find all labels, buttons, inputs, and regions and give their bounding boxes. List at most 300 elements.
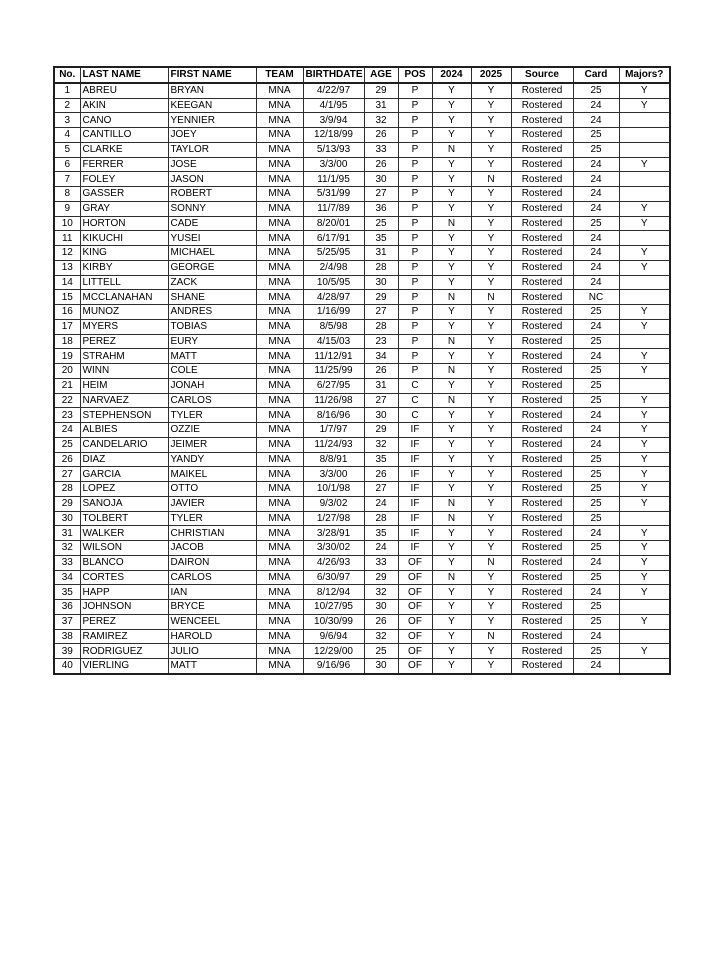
table-cell: 11/26/98 xyxy=(303,393,364,408)
table-cell: MNA xyxy=(256,319,303,334)
table-cell: SANOJA xyxy=(80,496,168,511)
table-cell: NC xyxy=(573,290,619,305)
table-cell: 28 xyxy=(364,319,398,334)
table-cell: BRYCE xyxy=(168,600,256,615)
table-cell xyxy=(619,128,670,143)
table-cell: CARLOS xyxy=(168,570,256,585)
table-cell: MNA xyxy=(256,393,303,408)
table-cell: ABREU xyxy=(80,83,168,98)
table-cell: 25 xyxy=(573,334,619,349)
table-cell: 8/8/91 xyxy=(303,452,364,467)
table-cell: Y xyxy=(432,423,471,438)
table-cell: 30 xyxy=(364,408,398,423)
table-row xyxy=(54,496,670,511)
table-cell: 25 xyxy=(573,467,619,482)
column-header-majors: Majors? xyxy=(619,67,670,83)
table-cell: 8/12/94 xyxy=(303,585,364,600)
table-cell: P xyxy=(398,319,432,334)
table-cell: P xyxy=(398,260,432,275)
table-cell: 4/28/97 xyxy=(303,290,364,305)
table-cell: 30 xyxy=(364,600,398,615)
table-cell: OF xyxy=(398,600,432,615)
table-row xyxy=(54,482,670,497)
table-cell: N xyxy=(432,496,471,511)
table-cell: Y xyxy=(471,600,511,615)
table-cell: Y xyxy=(619,437,670,452)
table-cell: MNA xyxy=(256,482,303,497)
table-cell: P xyxy=(398,83,432,98)
table-cell: P xyxy=(398,349,432,364)
table-cell: Y xyxy=(619,541,670,556)
table-cell: 24 xyxy=(573,585,619,600)
table-cell: 30 xyxy=(364,172,398,187)
table-cell: JAVIER xyxy=(168,496,256,511)
column-header-no: No. xyxy=(54,67,80,83)
table-row xyxy=(54,437,670,452)
table-row xyxy=(54,142,670,157)
table-cell: Y xyxy=(432,113,471,128)
table-cell: 6 xyxy=(54,157,80,172)
table-cell: 8 xyxy=(54,187,80,202)
table-cell: YENNIER xyxy=(168,113,256,128)
table-cell: Y xyxy=(471,437,511,452)
table-cell: P xyxy=(398,187,432,202)
table-cell: 24 xyxy=(573,231,619,246)
table-cell: PEREZ xyxy=(80,334,168,349)
table-cell: 11/1/95 xyxy=(303,172,364,187)
table-cell: IF xyxy=(398,423,432,438)
table-cell: 31 xyxy=(364,246,398,261)
table-cell: Rostered xyxy=(511,482,573,497)
table-cell: 25 xyxy=(573,305,619,320)
table-cell: STRAHM xyxy=(80,349,168,364)
table-cell: 1/7/97 xyxy=(303,423,364,438)
table-cell: 10 xyxy=(54,216,80,231)
table-cell: MNA xyxy=(256,555,303,570)
table-cell: ALBIES xyxy=(80,423,168,438)
table-cell: Y xyxy=(471,98,511,113)
table-cell: 29 xyxy=(54,496,80,511)
table-cell: ROBERT xyxy=(168,187,256,202)
table-cell: P xyxy=(398,275,432,290)
table-row xyxy=(54,378,670,393)
table-cell: Rostered xyxy=(511,408,573,423)
table-cell: JASON xyxy=(168,172,256,187)
table-cell: Y xyxy=(471,260,511,275)
table-cell: Rostered xyxy=(511,290,573,305)
table-cell: Y xyxy=(471,319,511,334)
table-cell: Rostered xyxy=(511,246,573,261)
table-cell: 4/1/95 xyxy=(303,98,364,113)
table-cell: 28 xyxy=(54,482,80,497)
table-cell: 24 xyxy=(573,319,619,334)
table-cell: MNA xyxy=(256,349,303,364)
table-cell: Y xyxy=(619,644,670,659)
table-cell: Rostered xyxy=(511,128,573,143)
table-cell: N xyxy=(432,364,471,379)
table-cell: HAROLD xyxy=(168,629,256,644)
table-body xyxy=(54,83,670,674)
table-cell: MATT xyxy=(168,659,256,674)
table-cell: SONNY xyxy=(168,201,256,216)
table-cell: MNA xyxy=(256,437,303,452)
table-row xyxy=(54,393,670,408)
table-cell: 25 xyxy=(364,644,398,659)
table-cell: Y xyxy=(619,319,670,334)
table-cell: Y xyxy=(432,526,471,541)
column-header-birthdate: BIRTHDATE xyxy=(303,67,364,83)
table-cell: Y xyxy=(471,423,511,438)
table-cell xyxy=(619,275,670,290)
table-row xyxy=(54,98,670,113)
column-header-card: Card xyxy=(573,67,619,83)
table-cell: 24 xyxy=(573,157,619,172)
table-cell: RAMIREZ xyxy=(80,629,168,644)
table-cell: TYLER xyxy=(168,408,256,423)
table-cell: MNA xyxy=(256,511,303,526)
table-cell: 27 xyxy=(364,187,398,202)
table-row xyxy=(54,246,670,261)
table-cell: MNA xyxy=(256,526,303,541)
table-row xyxy=(54,231,670,246)
table-cell: OF xyxy=(398,644,432,659)
table-cell: 24 xyxy=(364,496,398,511)
table-cell: Rostered xyxy=(511,555,573,570)
table-cell: MNA xyxy=(256,659,303,674)
table-cell: Rostered xyxy=(511,570,573,585)
table-cell: 24 xyxy=(364,541,398,556)
table-cell xyxy=(619,231,670,246)
table-cell: Rostered xyxy=(511,142,573,157)
table-header xyxy=(54,67,670,83)
table-cell: LITTELL xyxy=(80,275,168,290)
table-cell: BLANCO xyxy=(80,555,168,570)
table-cell: JOHNSON xyxy=(80,600,168,615)
table-cell: 13 xyxy=(54,260,80,275)
table-cell: MNA xyxy=(256,600,303,615)
table-cell: MNA xyxy=(256,290,303,305)
roster-table xyxy=(53,66,671,675)
table-cell: MNA xyxy=(256,275,303,290)
table-cell: WILSON xyxy=(80,541,168,556)
table-cell: MNA xyxy=(256,629,303,644)
table-cell: 36 xyxy=(364,201,398,216)
table-cell: Rostered xyxy=(511,231,573,246)
table-cell: 25 xyxy=(573,614,619,629)
table-cell: CANDELARIO xyxy=(80,437,168,452)
table-cell: Rostered xyxy=(511,113,573,128)
table-row xyxy=(54,172,670,187)
table-cell: 10/5/95 xyxy=(303,275,364,290)
table-cell: Rostered xyxy=(511,319,573,334)
table-row xyxy=(54,644,670,659)
table-cell: 8/16/96 xyxy=(303,408,364,423)
table-cell: MNA xyxy=(256,541,303,556)
table-cell: HORTON xyxy=(80,216,168,231)
table-cell: Rostered xyxy=(511,614,573,629)
table-cell: P xyxy=(398,98,432,113)
table-cell: Y xyxy=(619,364,670,379)
table-cell: MNA xyxy=(256,157,303,172)
table-cell: 7 xyxy=(54,172,80,187)
table-cell: Y xyxy=(471,128,511,143)
table-cell: LOPEZ xyxy=(80,482,168,497)
table-cell: 28 xyxy=(364,260,398,275)
table-cell: 9/16/96 xyxy=(303,659,364,674)
table-cell: 11 xyxy=(54,231,80,246)
table-cell: 27 xyxy=(364,482,398,497)
table-cell: Y xyxy=(471,201,511,216)
column-header-team: TEAM xyxy=(256,67,303,83)
table-cell: 38 xyxy=(54,629,80,644)
table-cell: MNA xyxy=(256,467,303,482)
table-cell: Y xyxy=(432,319,471,334)
table-cell: MNA xyxy=(256,570,303,585)
table-cell: CLARKE xyxy=(80,142,168,157)
table-cell: Y xyxy=(432,128,471,143)
table-cell: 2/4/98 xyxy=(303,260,364,275)
table-cell: CORTES xyxy=(80,570,168,585)
table-cell: N xyxy=(432,290,471,305)
table-cell: DAIRON xyxy=(168,555,256,570)
table-cell: Y xyxy=(432,187,471,202)
table-cell: N xyxy=(432,142,471,157)
table-cell: Rostered xyxy=(511,378,573,393)
table-cell xyxy=(619,334,670,349)
table-cell: MAIKEL xyxy=(168,467,256,482)
table-row xyxy=(54,364,670,379)
table-cell: AKIN xyxy=(80,98,168,113)
table-cell: P xyxy=(398,201,432,216)
table-cell: 34 xyxy=(54,570,80,585)
table-cell: Rostered xyxy=(511,585,573,600)
table-cell: 6/27/95 xyxy=(303,378,364,393)
table-cell: Y xyxy=(471,142,511,157)
table-cell: 33 xyxy=(54,555,80,570)
table-cell: TYLER xyxy=(168,511,256,526)
table-cell: 35 xyxy=(364,231,398,246)
table-cell: N xyxy=(471,290,511,305)
table-cell: 3/3/00 xyxy=(303,467,364,482)
table-cell: 21 xyxy=(54,378,80,393)
table-cell xyxy=(619,187,670,202)
table-cell: GASSER xyxy=(80,187,168,202)
table-cell: CARLOS xyxy=(168,393,256,408)
table-cell: 33 xyxy=(364,142,398,157)
table-cell: Y xyxy=(619,585,670,600)
table-cell: Y xyxy=(471,570,511,585)
table-cell: Y xyxy=(619,496,670,511)
table-cell: 25 xyxy=(573,482,619,497)
table-cell: Rostered xyxy=(511,437,573,452)
table-cell: 32 xyxy=(364,585,398,600)
table-cell: IF xyxy=(398,496,432,511)
table-cell: Y xyxy=(432,260,471,275)
table-cell: 24 xyxy=(54,423,80,438)
table-cell: HAPP xyxy=(80,585,168,600)
table-cell: MNA xyxy=(256,98,303,113)
table-cell: ZACK xyxy=(168,275,256,290)
table-cell: Rostered xyxy=(511,334,573,349)
table-cell: MNA xyxy=(256,187,303,202)
table-cell xyxy=(619,378,670,393)
table-cell: Y xyxy=(619,305,670,320)
table-row xyxy=(54,83,670,98)
table-cell xyxy=(619,113,670,128)
table-cell: Y xyxy=(432,644,471,659)
table-cell: 25 xyxy=(573,216,619,231)
table-cell: Y xyxy=(432,305,471,320)
table-cell: Y xyxy=(471,246,511,261)
table-cell: Y xyxy=(471,83,511,98)
table-cell: ANDRES xyxy=(168,305,256,320)
table-cell: 9/6/94 xyxy=(303,629,364,644)
table-cell: OF xyxy=(398,614,432,629)
table-cell: Y xyxy=(619,246,670,261)
table-cell: OF xyxy=(398,659,432,674)
table-row xyxy=(54,511,670,526)
table-cell: Rostered xyxy=(511,452,573,467)
table-cell: Y xyxy=(619,452,670,467)
table-cell: MNA xyxy=(256,452,303,467)
table-cell: Y xyxy=(619,570,670,585)
table-cell: 8/5/98 xyxy=(303,319,364,334)
column-header-last-name: LAST NAME xyxy=(80,67,168,83)
table-cell: MNA xyxy=(256,172,303,187)
table-cell: 24 xyxy=(573,246,619,261)
table-row xyxy=(54,541,670,556)
table-cell: 39 xyxy=(54,644,80,659)
table-cell: Y xyxy=(471,113,511,128)
table-cell: Y xyxy=(432,585,471,600)
table-cell: P xyxy=(398,113,432,128)
table-cell: Y xyxy=(471,378,511,393)
table-cell: 5/13/93 xyxy=(303,142,364,157)
table-cell: FERRER xyxy=(80,157,168,172)
table-cell: 25 xyxy=(573,378,619,393)
table-cell: 35 xyxy=(364,452,398,467)
table-cell: KING xyxy=(80,246,168,261)
table-cell: 32 xyxy=(364,437,398,452)
table-cell: Rostered xyxy=(511,496,573,511)
table-cell: 24 xyxy=(573,423,619,438)
table-cell: 22 xyxy=(54,393,80,408)
table-cell: 37 xyxy=(54,614,80,629)
table-cell: 30 xyxy=(364,275,398,290)
table-cell: Rostered xyxy=(511,526,573,541)
table-cell: Rostered xyxy=(511,157,573,172)
table-cell: BRYAN xyxy=(168,83,256,98)
table-cell: Rostered xyxy=(511,349,573,364)
table-cell xyxy=(619,600,670,615)
table-cell: Y xyxy=(619,482,670,497)
table-cell: Rostered xyxy=(511,83,573,98)
table-cell: JONAH xyxy=(168,378,256,393)
table-cell: Y xyxy=(619,157,670,172)
table-cell: 18 xyxy=(54,334,80,349)
table-row xyxy=(54,128,670,143)
table-cell: MNA xyxy=(256,364,303,379)
table-cell: IAN xyxy=(168,585,256,600)
table-cell: 25 xyxy=(573,570,619,585)
table-cell: STEPHENSON xyxy=(80,408,168,423)
table-cell: MNA xyxy=(256,614,303,629)
table-cell: P xyxy=(398,128,432,143)
table-cell: C xyxy=(398,408,432,423)
column-header-age: AGE xyxy=(364,67,398,83)
table-cell xyxy=(619,172,670,187)
table-cell: 25 xyxy=(573,83,619,98)
table-cell: 12/29/00 xyxy=(303,644,364,659)
table-cell: 25 xyxy=(573,496,619,511)
table-cell: Rostered xyxy=(511,541,573,556)
table-row xyxy=(54,555,670,570)
table-cell xyxy=(619,511,670,526)
table-cell: Y xyxy=(619,201,670,216)
table-cell: Y xyxy=(432,408,471,423)
table-cell: DIAZ xyxy=(80,452,168,467)
table-cell: 9 xyxy=(54,201,80,216)
table-cell: IF xyxy=(398,526,432,541)
table-cell: P xyxy=(398,231,432,246)
table-cell: Y xyxy=(432,246,471,261)
table-cell: Rostered xyxy=(511,659,573,674)
table-cell: CANTILLO xyxy=(80,128,168,143)
table-cell: NARVAEZ xyxy=(80,393,168,408)
table-cell: GARCIA xyxy=(80,467,168,482)
table-cell: CHRISTIAN xyxy=(168,526,256,541)
table-cell: 31 xyxy=(364,98,398,113)
table-row xyxy=(54,659,670,674)
table-cell: Y xyxy=(471,585,511,600)
table-cell: MNA xyxy=(256,423,303,438)
table-cell: Y xyxy=(471,305,511,320)
table-cell: IF xyxy=(398,541,432,556)
table-cell: IF xyxy=(398,467,432,482)
table-cell: IF xyxy=(398,482,432,497)
table-cell: 26 xyxy=(364,128,398,143)
table-cell: Y xyxy=(619,98,670,113)
table-cell: 36 xyxy=(54,600,80,615)
table-cell: Y xyxy=(471,482,511,497)
table-cell: 4/26/93 xyxy=(303,555,364,570)
table-cell: Rostered xyxy=(511,275,573,290)
table-cell: Y xyxy=(432,157,471,172)
table-cell: 25 xyxy=(573,452,619,467)
table-cell: Y xyxy=(432,83,471,98)
table-cell: Y xyxy=(619,216,670,231)
table-cell: C xyxy=(398,378,432,393)
table-cell: 24 xyxy=(573,275,619,290)
table-cell: Y xyxy=(471,334,511,349)
table-row xyxy=(54,334,670,349)
table-cell: 3 xyxy=(54,113,80,128)
table-cell: Y xyxy=(471,659,511,674)
table-cell: 1/16/99 xyxy=(303,305,364,320)
table-cell: Y xyxy=(471,408,511,423)
table-cell: 11/7/89 xyxy=(303,201,364,216)
column-header-pos: POS xyxy=(398,67,432,83)
table-cell: Rostered xyxy=(511,201,573,216)
table-cell: Y xyxy=(471,275,511,290)
table-cell: 3/30/02 xyxy=(303,541,364,556)
table-cell: 32 xyxy=(54,541,80,556)
table-cell: WENCEEL xyxy=(168,614,256,629)
table-row xyxy=(54,187,670,202)
table-cell: Y xyxy=(619,614,670,629)
table-cell: 29 xyxy=(364,423,398,438)
table-cell: KIKUCHI xyxy=(80,231,168,246)
